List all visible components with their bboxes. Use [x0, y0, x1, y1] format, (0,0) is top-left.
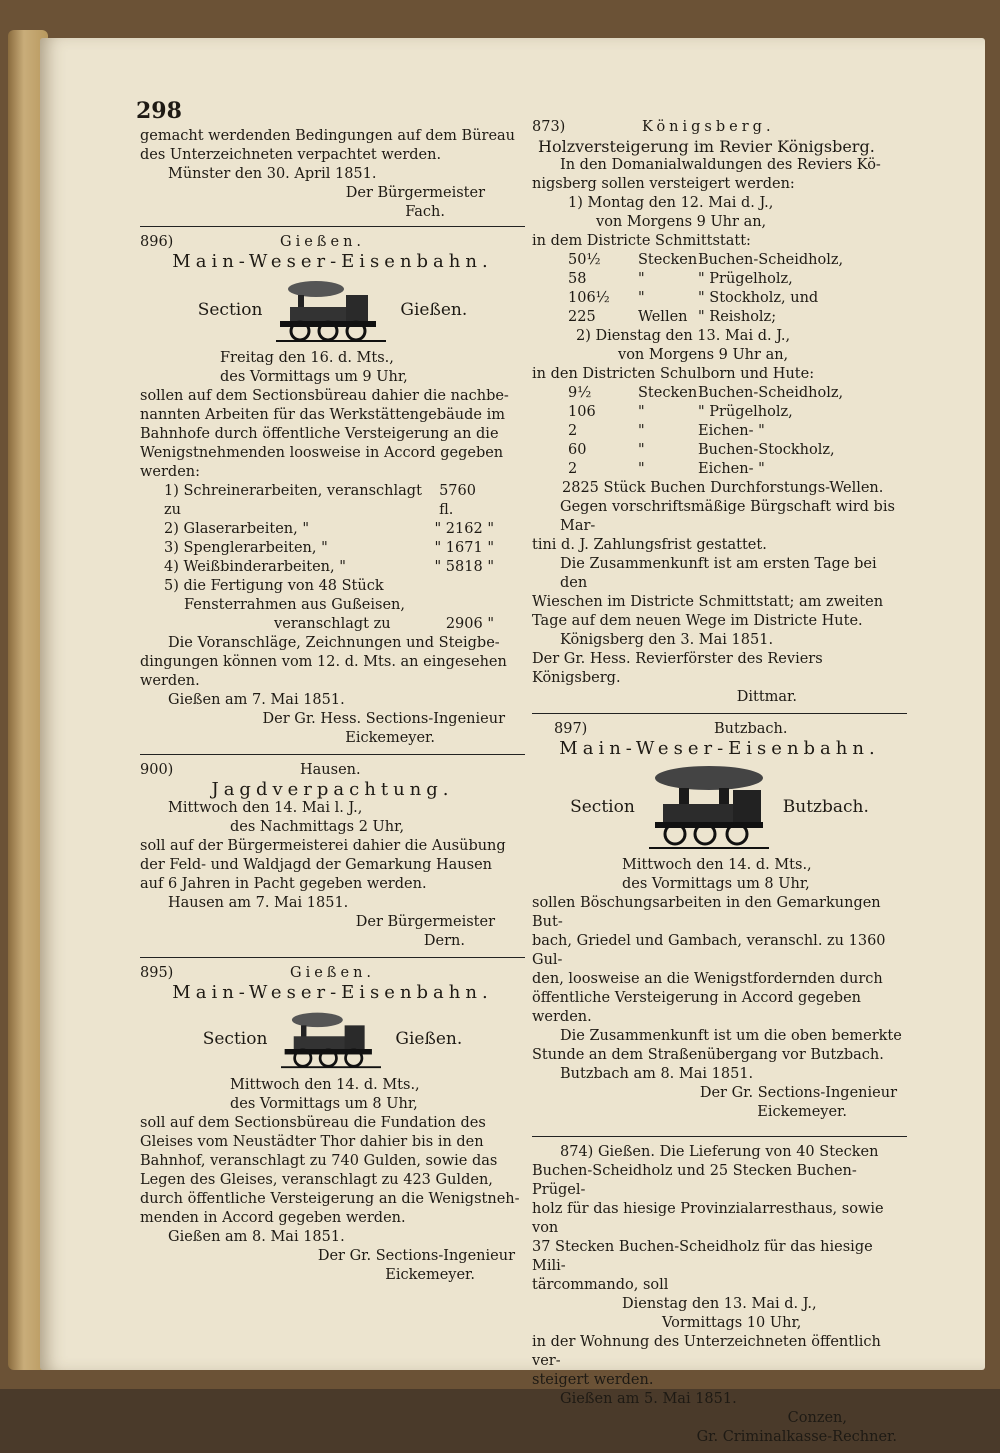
section-label: Section [570, 796, 635, 817]
time-line: von Morgens 9 Uhr an, [618, 347, 789, 363]
notice-number: 874) Gießen. [560, 1144, 655, 1160]
section-header [140, 277, 525, 343]
notice-895 [140, 964, 525, 1285]
text-line: gemacht werdenden Bedingungen auf dem Büreau [140, 128, 516, 144]
wood-type: Eichen- " [698, 423, 765, 439]
divider [532, 713, 907, 714]
date-line: Gießen am 8. Mai 1851. [168, 1229, 345, 1245]
time-line: des Vormittags um 8 Uhr, [622, 876, 810, 892]
signature-title: Der Gr. Hess. Revierförster des Reviers Königsberg. [532, 651, 823, 686]
notice-897 [532, 720, 907, 1122]
text-line: auf 6 Jahren in Pacht gegeben werden. [140, 876, 427, 892]
wood-unit: " [638, 271, 645, 287]
text-line: sollen Böschungsarbeiten in den Gemarkungen But- [532, 895, 881, 930]
notice-number: 895) [140, 965, 174, 981]
item-amount: 2906 " [445, 616, 494, 632]
divider [140, 226, 525, 227]
date-line: 2) Dienstag den 13. Mai d. J., [576, 328, 791, 344]
wood-qty: 60 [568, 442, 587, 458]
date-line: Mittwoch den 14. d. Mts., [230, 1077, 420, 1093]
right-column [532, 118, 907, 1453]
text-line: Tage auf dem neuen Wege im Districte Hute. [532, 613, 863, 629]
notice-place: Königsberg. [642, 119, 775, 135]
notice-place: Butzbach. [714, 721, 788, 737]
item-amount: " 5818 " [434, 559, 494, 575]
wood-qty: 106½ [568, 290, 610, 306]
wood-type: " Stockholz, und [698, 290, 819, 306]
text-line: Stunde an dem Straßenübergang vor Butzbach. [532, 1047, 884, 1063]
wood-type: " Reisholz; [698, 309, 777, 325]
date-line: Mittwoch den 14. Mai l. J., [168, 800, 363, 816]
text-line: steigert werden. [532, 1372, 654, 1388]
work-item [164, 558, 494, 577]
wood-unit: Stecken [638, 385, 698, 401]
wood-item: 2825 Stück Buchen Durchforstungs-Wellen. [562, 480, 884, 496]
date-line: Butzbach am 8. Mai 1851. [560, 1066, 754, 1082]
wood-type: " Prügelholz, [698, 271, 793, 287]
item-amount: 5760 fl. [439, 483, 476, 518]
work-item [164, 482, 494, 520]
time-line: des Vormittags um 9 Uhr, [220, 369, 408, 385]
date-line: 1) Montag den 12. Mai d. J., [568, 195, 774, 211]
signature-name: Conzen, [787, 1410, 847, 1426]
text-line: werden: [140, 464, 201, 480]
date-line: Hausen am 7. Mai 1851. [168, 895, 349, 911]
text-line: Buchen-Scheidholz und 25 Stecken Buchen-Prügel- [532, 1163, 857, 1198]
wood-unit: " [638, 461, 645, 477]
notice-place: Gießen. [280, 234, 366, 250]
signature-name: Eickemeyer. [385, 1267, 475, 1283]
page-number: 298 [136, 98, 182, 124]
time-line: des Vormittags um 8 Uhr, [230, 1096, 418, 1112]
wood-qty: 225 [568, 309, 596, 325]
text-line: nigsberg sollen versteigert werden: [532, 176, 795, 192]
date-line: Münster den 30. April 1851. [168, 166, 377, 182]
item-label: 1) Schreinerarbeiten, veranschlagt zu [164, 483, 422, 518]
section-place: Gießen. [400, 299, 468, 320]
section-header [532, 764, 907, 850]
wood-item [568, 384, 907, 403]
text-line: menden in Accord gegeben werden. [140, 1210, 406, 1226]
work-item [164, 539, 494, 558]
divider [140, 957, 525, 958]
text-line: durch öffentliche Versteigerung an die Wenigstneh- [140, 1191, 520, 1207]
time-line: von Morgens 9 Uhr an, [596, 214, 767, 230]
signature-title: Der Bürgermeister [345, 185, 485, 201]
notice-title: Main-Weser-Eisenbahn. [559, 738, 880, 759]
wood-item [568, 460, 907, 479]
wood-item [568, 422, 907, 441]
locomotive-icon [276, 277, 386, 343]
notice-number: 873) [532, 119, 566, 135]
notice-place: Hausen. [300, 762, 361, 778]
notice-896 [140, 233, 525, 748]
text-line: in der Wohnung des Unterzeichneten öffentlich ver- [532, 1334, 881, 1369]
item-amount: " 2162 " [434, 521, 494, 537]
date-line: Gießen am 5. Mai 1851. [560, 1391, 737, 1407]
text-line: 37 Stecken Buchen-Scheidholz für das hiesige Mili- [532, 1239, 873, 1274]
item-label: 4) Weißbinderarbeiten, " [164, 559, 346, 575]
text-line: Die Zusammenkunft ist am ersten Tage bei den [560, 556, 877, 591]
text-line: öffentliche Versteigerung in Accord gegeben werden. [532, 990, 861, 1025]
wood-type: " Prügelholz, [698, 404, 793, 420]
section-place: Butzbach. [782, 796, 869, 817]
signature-title: Der Gr. Hess. Sections-Ingenieur [262, 711, 505, 727]
notice-number: 897) [554, 721, 588, 737]
intro-text [140, 127, 525, 222]
notice-900 [140, 761, 525, 951]
work-items [140, 482, 494, 634]
text-line: Die Lieferung von 40 Stecken [659, 1144, 879, 1160]
text-line: Legen des Gleises, veranschlagt zu 423 Gulden, [140, 1172, 493, 1188]
wood-type: Buchen-Stockholz, [698, 442, 835, 458]
signature-name: Dittmar. [736, 689, 797, 705]
wood-item [568, 308, 907, 327]
notice-874 [532, 1143, 907, 1447]
work-item [164, 520, 494, 539]
wood-qty: 9½ [568, 385, 592, 401]
signature-name: Dern. [423, 933, 465, 949]
section-header [140, 1008, 525, 1070]
signature-name: Fach. [405, 204, 445, 220]
date-line: Mittwoch den 14. d. Mts., [622, 857, 812, 873]
text-line: den, loosweise an die Wenigstfordernden durch [532, 971, 883, 987]
wood-list-2 [532, 384, 907, 479]
text-line: Gleises vom Neustädter Thor dahier bis in den [140, 1134, 484, 1150]
notice-body [140, 387, 525, 482]
text-line: der Feld- und Waldjagd der Gemarkung Hausen [140, 857, 493, 873]
wood-qty: 106 [568, 404, 596, 420]
text-line: veranschlagt zu [274, 616, 391, 632]
text-line: Die Voranschläge, Zeichnungen und Steigbe- [168, 635, 500, 651]
text-line: Wieschen im Districte Schmittstatt; am zweiten [532, 594, 884, 610]
text-line: soll auf dem Sectionsbüreau die Fundation des [140, 1115, 486, 1131]
locomotive-icon [649, 764, 769, 850]
wood-type: Buchen-Scheidholz, [698, 385, 844, 401]
wood-qty: 58 [568, 271, 587, 287]
text-line: sollen auf dem Sectionsbüreau dahier die nachbe- [140, 388, 509, 404]
text-line: Fensterrahmen aus Gußeisen, [184, 597, 405, 613]
date-line: Freitag den 16. d. Mts., [220, 350, 394, 366]
wood-list-1 [532, 251, 907, 327]
wood-item [568, 270, 907, 289]
text-line: tärcommando, soll [532, 1277, 669, 1293]
section-place: Gießen. [395, 1028, 463, 1049]
left-column [140, 127, 525, 1291]
item-label: 3) Spenglerarbeiten, " [164, 540, 328, 556]
notice-number: 900) [140, 762, 174, 778]
wood-type: Eichen- " [698, 461, 765, 477]
text-line: des Unterzeichneten verpachtet werden. [140, 147, 442, 163]
wood-unit: " [638, 404, 645, 420]
notice-title: Jagdverpachtung. [211, 779, 454, 800]
divider [532, 1136, 907, 1137]
text-line: werden. [140, 673, 200, 689]
text-line: Gegen vorschriftsmäßige Bürgschaft wird bis Mar- [560, 499, 895, 534]
notice-number: 896) [140, 234, 174, 250]
time-line: des Nachmittags 2 Uhr, [230, 819, 405, 835]
text-line: bach, Griedel und Gambach, veranschl. zu 1360 Gul- [532, 933, 886, 968]
notice-title: Main-Weser-Eisenbahn. [172, 251, 493, 272]
notice-title: Holzversteigerung im Revier Königsberg. [538, 137, 875, 156]
text-line: holz für das hiesige Provinzialarresthaus, sowie von [532, 1201, 884, 1236]
text-line: Bahnhof, veranschlagt zu 740 Gulden, sowie das [140, 1153, 498, 1169]
text-line: Die Zusammenkunft ist um die oben bemerkte [560, 1028, 902, 1044]
work-item: 5) die Fertigung von 48 Stück [164, 578, 384, 594]
wood-item [568, 441, 907, 460]
notice-place: Gießen. [290, 965, 376, 981]
district-line: in dem Districte Schmittstatt: [532, 233, 751, 249]
section-label: Section [202, 1028, 268, 1049]
wood-qty: 50½ [568, 252, 601, 268]
text-line: In den Domanialwaldungen des Reviers Kö- [560, 157, 881, 173]
signature-title: Der Gr. Sections-Ingenieur [317, 1248, 515, 1264]
section-label: Section [197, 299, 263, 320]
signature-title: Gr. Criminalkasse-Rechner. [696, 1429, 897, 1445]
divider [140, 754, 525, 755]
date-line: Königsberg den 3. Mai 1851. [560, 632, 774, 648]
wood-unit: " [638, 423, 645, 439]
text-line: dingungen können vom 12. d. Mts. an eingesehen [140, 654, 507, 670]
locomotive-icon [281, 1008, 381, 1070]
notice-title: Main-Weser-Eisenbahn. [172, 982, 493, 1003]
item-amount: " 1671 " [434, 540, 494, 556]
district-line: in den Districten Schulborn und Hute: [532, 366, 815, 382]
date-line: Dienstag den 13. Mai d. J., [622, 1296, 817, 1312]
text-line: soll auf der Bürgermeisterei dahier die Ausübung [140, 838, 506, 854]
wood-unit: Wellen [638, 309, 688, 325]
date-line: Gießen am 7. Mai 1851. [168, 692, 345, 708]
wood-item [568, 289, 907, 308]
time-line: Vormittags 10 Uhr, [662, 1315, 802, 1331]
wood-qty: 2 [568, 461, 578, 477]
wood-unit: " [638, 442, 645, 458]
signature-name: Eickemeyer. [345, 730, 435, 746]
signature-name: Eickemeyer. [757, 1104, 847, 1120]
text-line: Wenigstnehmenden loosweise in Accord gegeben [140, 445, 504, 461]
wood-item [568, 403, 907, 422]
signature-title: Der Bürgermeister [355, 914, 495, 930]
wood-item [568, 251, 907, 270]
item-label: 2) Glaserarbeiten, " [164, 521, 310, 537]
signature-title: Der Gr. Sections-Ingenieur [699, 1085, 897, 1101]
wood-unit: Stecken [638, 252, 698, 268]
wood-qty: 2 [568, 423, 578, 439]
text-line: Bahnhofe durch öffentliche Versteigerung an die [140, 426, 499, 442]
wood-unit: " [638, 290, 645, 306]
wood-type: Buchen-Scheidholz, [698, 252, 844, 268]
notice-873 [532, 118, 907, 707]
text-line: tini d. J. Zahlungsfrist gestattet. [532, 537, 767, 553]
text-line: nannten Arbeiten für das Werkstättengebäude im [140, 407, 505, 423]
